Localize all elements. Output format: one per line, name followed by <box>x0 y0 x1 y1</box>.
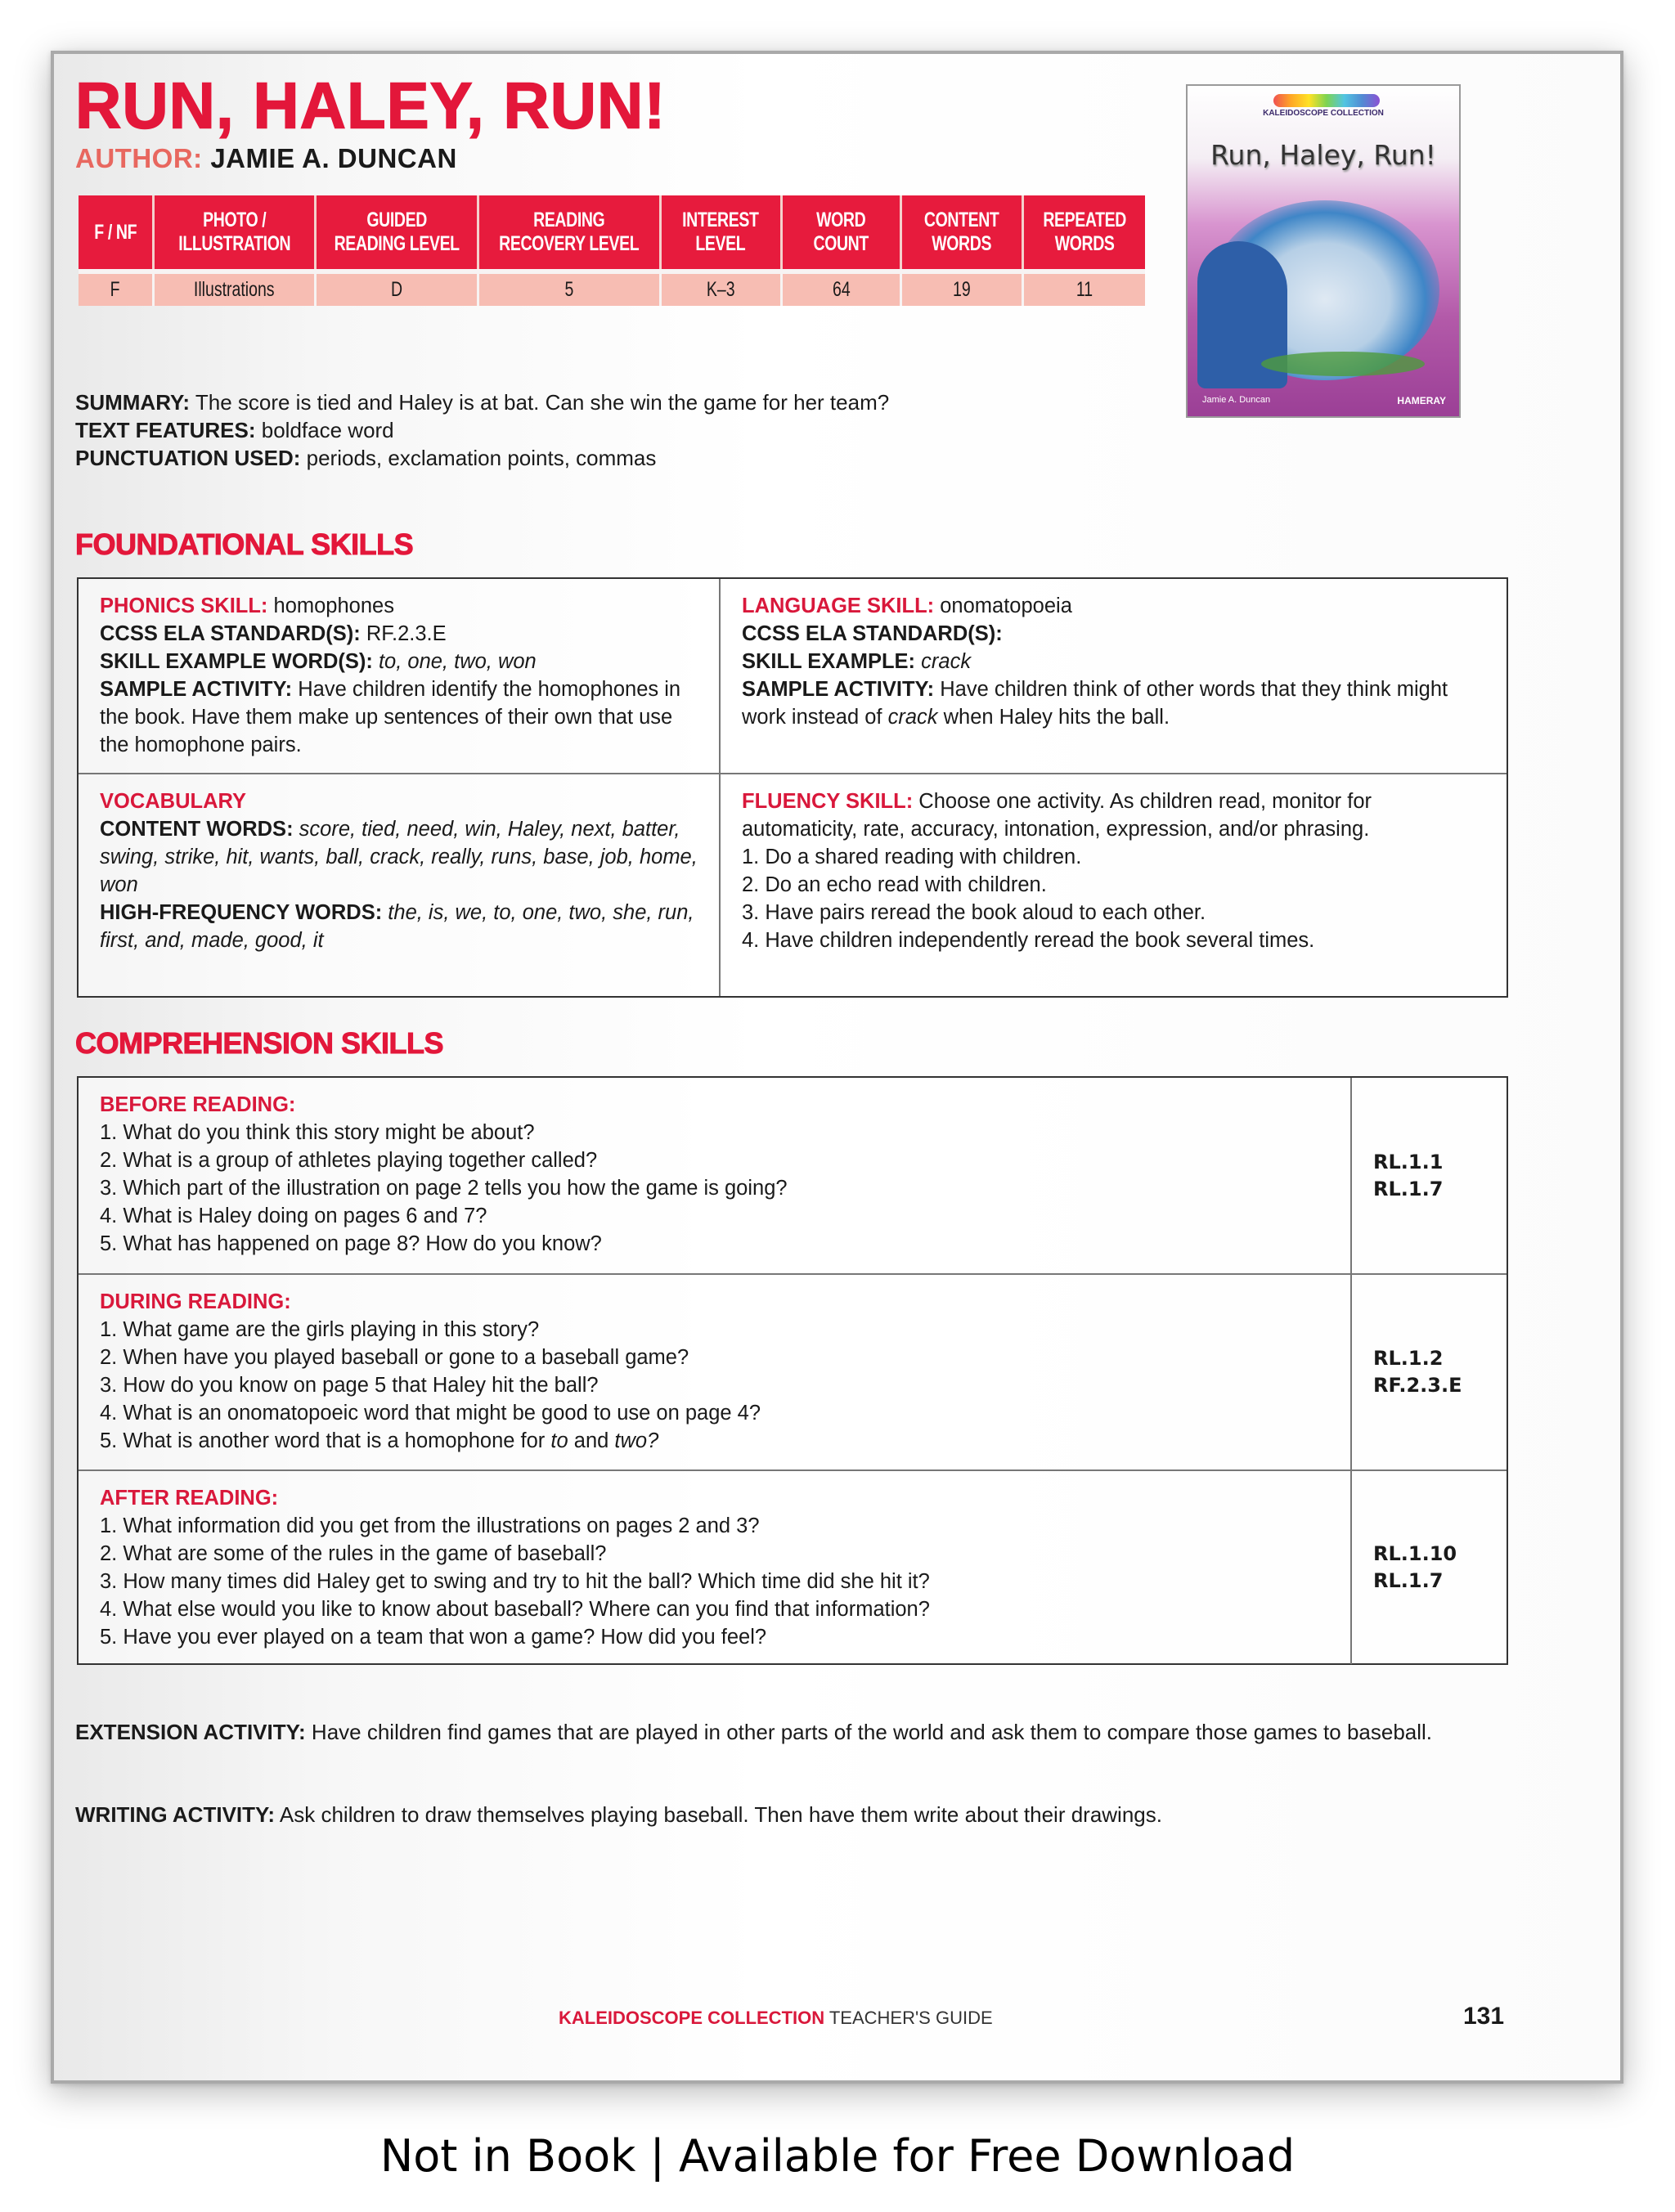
during-reading-questions: DURING READING: 1. What game are the girls playing in this story? 2. When have you played baseball or gone to a baseball game? 3. How do you know on page 5 that Haley hit the ball? 4. What is an onomatopoeic word that might be good to use on page 4? 5. What is another word that is a homophone for to and two? <box>79 1274 1351 1470</box>
cover-title: Run, Haley, Run! <box>1210 139 1436 171</box>
during-reading-standards: RL.1.2 RF.2.3.E <box>1351 1274 1507 1470</box>
question: 4. What else would you like to know about baseball? Where can you find that information? <box>100 1598 930 1621</box>
value-photo-illustration: Illustrations <box>153 271 315 306</box>
foundational-skills-grid <box>77 577 1508 998</box>
fluency-item: 3. Have pairs reread the book aloud to each other. <box>742 901 1206 924</box>
fluency-cell: FLUENCY SKILL: Choose one activity. As children read, monitor for automaticity, rate, accuracy, intonation, expression, and/or phrasing. 1. Do a shared reading with children. 2. Do an echo read with children. 3. Have pairs reread the book aloud to each other. 4. Have children independently reread the book several times. <box>720 774 1507 996</box>
publisher-logo: HAMERAY <box>1397 395 1446 406</box>
question: 3. Which part of the illustration on page 2 tells you how the game is going? <box>100 1177 788 1200</box>
book-cover-image <box>1186 84 1461 418</box>
cover-author: Jamie A. Duncan <box>1202 395 1271 405</box>
cover-grass <box>1261 352 1425 376</box>
header-reading-recovery-level: READING RECOVERY LEVEL <box>478 195 660 271</box>
fluency-item: 1. Do a shared reading with children. <box>742 846 1082 868</box>
question: 1. What information did you get from the illustrations on pages 2 and 3? <box>100 1514 760 1537</box>
question: 3. How many times did Haley get to swing and try to hit the ball? Which time did she hit it? <box>100 1570 930 1593</box>
download-note: Not in Book | Available for Free Download <box>379 2130 1296 2182</box>
value-word-count: 64 <box>781 271 900 306</box>
question: 2. What is a group of athletes playing together called? <box>100 1149 598 1172</box>
value-fnf: F <box>79 271 153 306</box>
question: 1. What do you think this story might be about? <box>100 1121 535 1144</box>
question: 4. What is Haley doing on pages 6 and 7? <box>100 1205 487 1227</box>
page-number: 131 <box>1463 2003 1505 2030</box>
question: 1. What game are the girls playing in this story? <box>100 1318 540 1341</box>
author-label: AUTHOR: <box>75 143 203 173</box>
vocabulary-cell: VOCABULARY CONTENT WORDS: score, tied, need, win, Haley, next, batter, swing, strike, hit, wants, ball, crack, really, runs, base, job, home, won HIGH-FREQUENCY WORDS: the, is, we, to, one, two, she, run, first, and, made, good, it <box>79 774 720 996</box>
extension-activity: EXTENSION ACTIVITY: Have children find games that are played in other parts of the world and ask them to compare those games to baseball. <box>75 1720 1433 1744</box>
question: 5. What is another word that is a homophone for to and two? <box>100 1429 659 1452</box>
author-line <box>75 143 457 174</box>
text-features-line: TEXT FEATURES: boldface word <box>75 418 394 442</box>
header-content-words: CONTENT WORDS <box>901 195 1023 271</box>
header-fnf: F / NF <box>79 195 153 271</box>
info-header-row <box>79 195 1145 271</box>
header-repeated-words: REPEATED WORDS <box>1022 195 1145 271</box>
kaleidoscope-logo-icon <box>1273 94 1380 107</box>
info-value-row <box>79 271 1145 306</box>
after-reading-standards: RL.1.10 RL.1.7 <box>1351 1470 1507 1664</box>
writing-activity: WRITING ACTIVITY: Ask children to draw themselves playing baseball. Then have them write about their drawings. <box>75 1802 1162 1827</box>
value-content-words: 19 <box>901 271 1023 306</box>
header-interest-level: INTEREST LEVEL <box>660 195 781 271</box>
before-reading-questions: BEFORE READING: 1. What do you think this story might be about? 2. What is a group of athletes playing together called? 3. Which part of the illustration on page 2 tells you how the game is going? 4. What is Haley doing on pages 6 and 7? 5. What has happened on page 8? How do you know? <box>79 1078 1351 1274</box>
summary-line: SUMMARY: The score is tied and Haley is at bat. Can she win the game for her team? <box>75 390 890 415</box>
comprehension-skills-grid <box>77 1076 1508 1665</box>
phonics-cell: PHONICS SKILL: homophones CCSS ELA STANDARD(S): RF.2.3.E SKILL EXAMPLE WORD(S): to, one, two, won SAMPLE ACTIVITY: Have children identify the homophones in the book. Have them make up sentences of their own that use the homophone pairs. <box>100 595 681 756</box>
question: 5. Have you ever played on a team that won a game? How did you feel? <box>100 1626 767 1649</box>
question: 2. When have you played baseball or gone to a baseball game? <box>100 1346 689 1369</box>
comprehension-skills-heading: COMPREHENSION SKILLS <box>75 1026 444 1060</box>
header-word-count: WORD COUNT <box>781 195 900 271</box>
value-guided-reading-level: D <box>316 271 478 306</box>
after-reading-row <box>79 1470 1507 1664</box>
before-reading-row <box>79 1078 1507 1274</box>
value-interest-level: K–3 <box>660 271 781 306</box>
punctuation-line: PUNCTUATION USED: periods, exclamation points, commas <box>75 446 657 470</box>
header-guided-reading-level: GUIDED READING LEVEL <box>316 195 478 271</box>
cover-series: KALEIDOSCOPE COLLECTION <box>1263 109 1384 118</box>
question: 2. What are some of the rules in the game of baseball? <box>100 1542 607 1565</box>
before-reading-standards: RL.1.1 RL.1.7 <box>1351 1078 1507 1274</box>
book-title: RUN, HALEY, RUN! <box>75 69 667 142</box>
after-reading-questions: AFTER READING: 1. What information did you get from the illustrations on pages 2 and 3? 2. What are some of the rules in the game of baseball? 3. How many times did Haley get to swing and try to hit the ball? Which time did she hit it? 4. What else would you like to know about baseball? Where can you find that information? 5. Have you ever played on a team that won a game? How did you feel? <box>79 1470 1351 1664</box>
question: 4. What is an onomatopoeic word that might be good to use on page 4? <box>100 1402 761 1425</box>
language-cell: LANGUAGE SKILL: onomatopoeia CCSS ELA STANDARD(S): SKILL EXAMPLE: crack SAMPLE ACTIVITY: Have children think of other words that they think might work instead of crack when Haley hits the ball. <box>720 579 1507 774</box>
author-name: JAMIE A. DUNCAN <box>210 143 457 173</box>
value-repeated-words: 11 <box>1022 271 1145 306</box>
fluency-item: 2. Do an echo read with children. <box>742 873 1047 896</box>
value-reading-recovery-level: 5 <box>478 271 660 306</box>
question: 3. How do you know on page 5 that Haley hit the ball? <box>100 1374 599 1397</box>
foundational-skills-heading: FOUNDATIONAL SKILLS <box>75 527 414 561</box>
header-photo-illustration: PHOTO / ILLUSTRATION <box>153 195 315 271</box>
during-reading-row <box>79 1274 1507 1470</box>
fluency-item: 4. Have children independently reread the book several times. <box>742 929 1315 952</box>
question: 5. What has happened on page 8? How do you know? <box>100 1232 602 1255</box>
summary-block <box>75 388 889 472</box>
book-info-table <box>79 195 1145 306</box>
footer-collection: KALEIDOSCOPE COLLECTION TEACHER'S GUIDE <box>559 2008 993 2028</box>
